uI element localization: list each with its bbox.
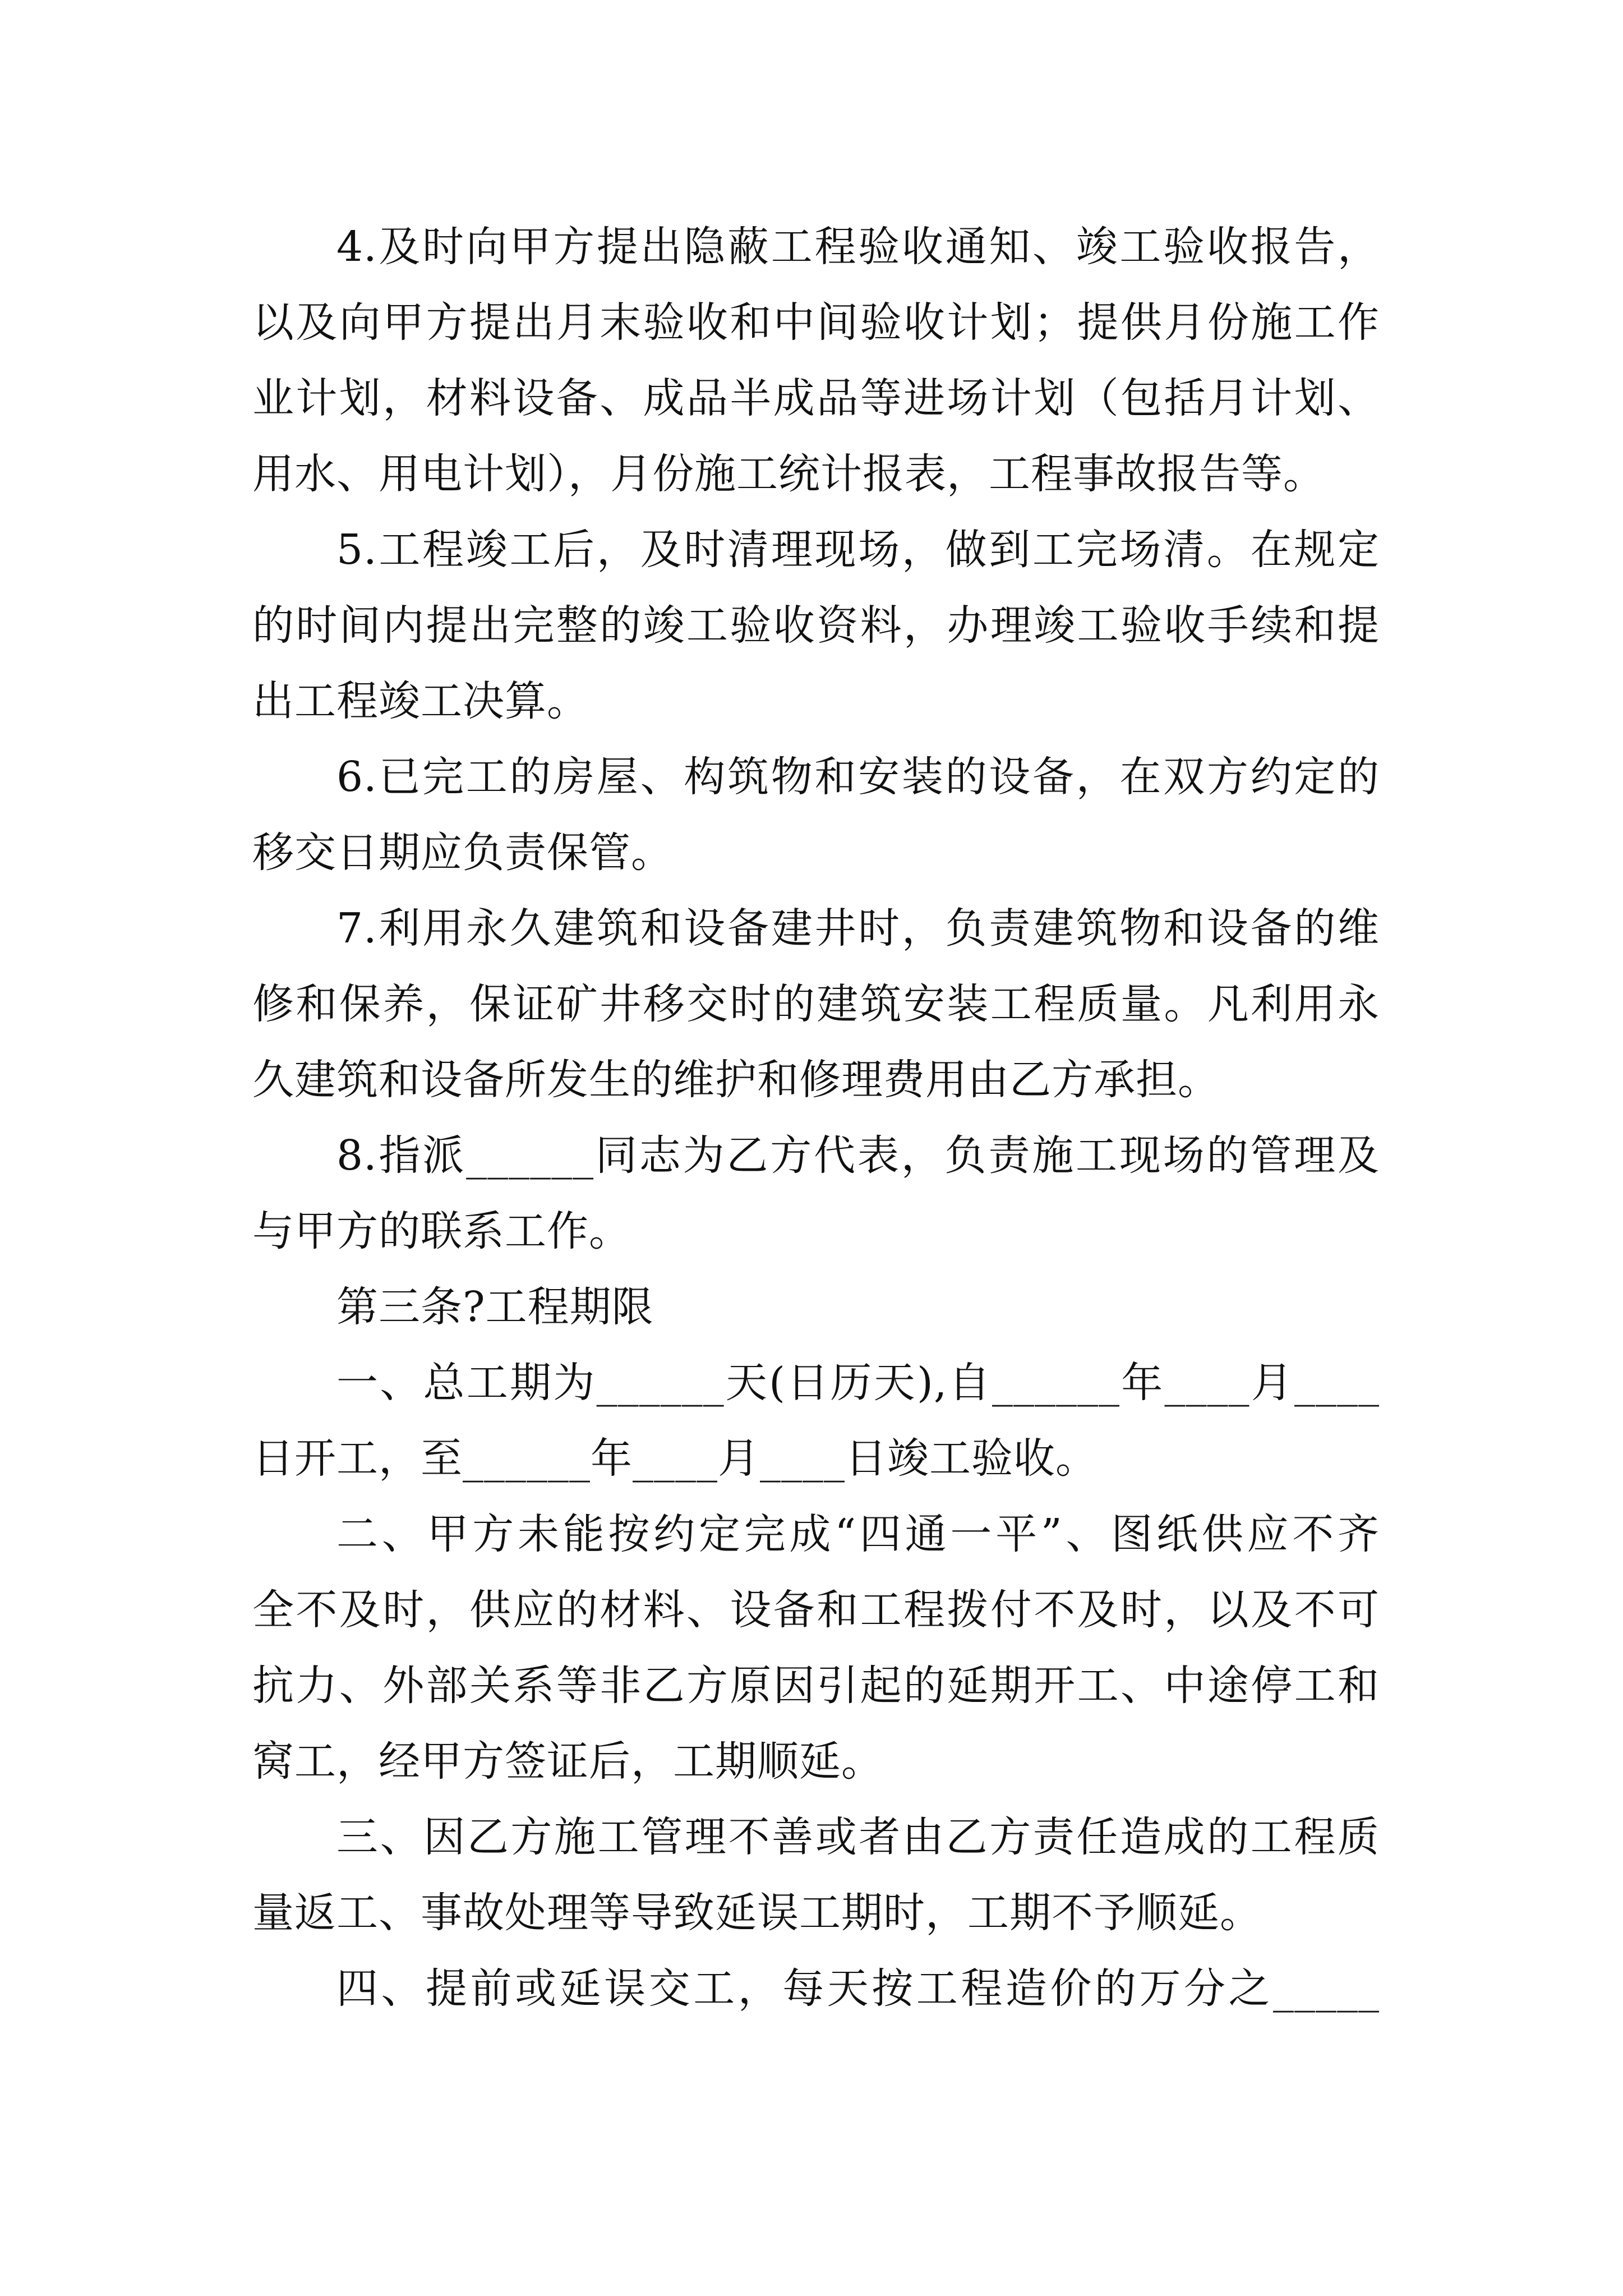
article-3-heading: 第三条?工程期限 bbox=[336, 1283, 654, 1331]
term-2-line-4: 窝工，经甲方签证后，工期顺延。 bbox=[252, 1737, 883, 1786]
term-4-line-1: 四、提前或延误交工，每天按工程造价的万分之_____ bbox=[336, 1964, 1380, 2013]
clause-4-line-2: 以及向甲方提出月末验收和中间验收计划；提供月份施工作 bbox=[252, 298, 1380, 347]
clause-8-line-2: 与甲方的联系工作。 bbox=[252, 1207, 631, 1255]
term-2-line-2: 全不及时，供应的材料、设备和工程拨付不及时，以及不可 bbox=[252, 1586, 1380, 1634]
clause-5-line-3: 出工程竣工决算。 bbox=[252, 677, 589, 725]
term-1-line-1: 一、总工期为______天(日历天),自______年____月____ bbox=[336, 1359, 1380, 1407]
term-3-line-1: 三、因乙方施工管理不善或者由乙方责任造成的工程质 bbox=[336, 1813, 1380, 1861]
clause-7-line-1: 7.利用永久建筑和设备建井时，负责建筑物和设备的维 bbox=[336, 904, 1380, 953]
clause-4-line-3: 业计划，材料设备、成品半成品等进场计划（包括月计划、 bbox=[252, 374, 1380, 422]
clause-7-line-3: 久建筑和设备所发生的维护和修理费用由乙方承担。 bbox=[252, 1056, 1220, 1104]
term-1-line-2: 日开工，至______年____月____日竣工验收。 bbox=[252, 1434, 1098, 1483]
clause-6-line-1: 6.已完工的房屋、构筑物和安装的设备，在双方约定的 bbox=[336, 753, 1380, 801]
term-3-line-2: 量返工、事故处理等导致延误工期时，工期不予顺延。 bbox=[252, 1889, 1262, 1937]
term-2-line-3: 抗力、外部关系等非乙方原因引起的延期开工、中途停工和 bbox=[252, 1662, 1380, 1710]
clause-4-line-1: 4.及时向甲方提出隐蔽工程验收通知、竣工验收报告， bbox=[336, 223, 1380, 271]
term-2-line-1: 二、甲方未能按约定完成“四通一平”、图纸供应不齐 bbox=[336, 1510, 1380, 1558]
clause-4-line-4: 用水、用电计划），月份施工统计报表，工程事故报告等。 bbox=[252, 450, 1325, 498]
clause-5-line-1: 5.工程竣工后，及时清理现场，做到工完场清。在规定 bbox=[336, 526, 1380, 574]
clause-7-line-2: 修和保养，保证矿井移交时的建筑安装工程质量。凡利用永 bbox=[252, 980, 1380, 1028]
clause-6-line-2: 移交日期应负责保管。 bbox=[252, 829, 673, 877]
clause-5-line-2: 的时间内提出完整的竣工验收资料，办理竣工验收手续和提 bbox=[252, 601, 1380, 650]
clause-8-line-1: 8.指派______同志为乙方代表，负责施工现场的管理及 bbox=[336, 1131, 1380, 1180]
